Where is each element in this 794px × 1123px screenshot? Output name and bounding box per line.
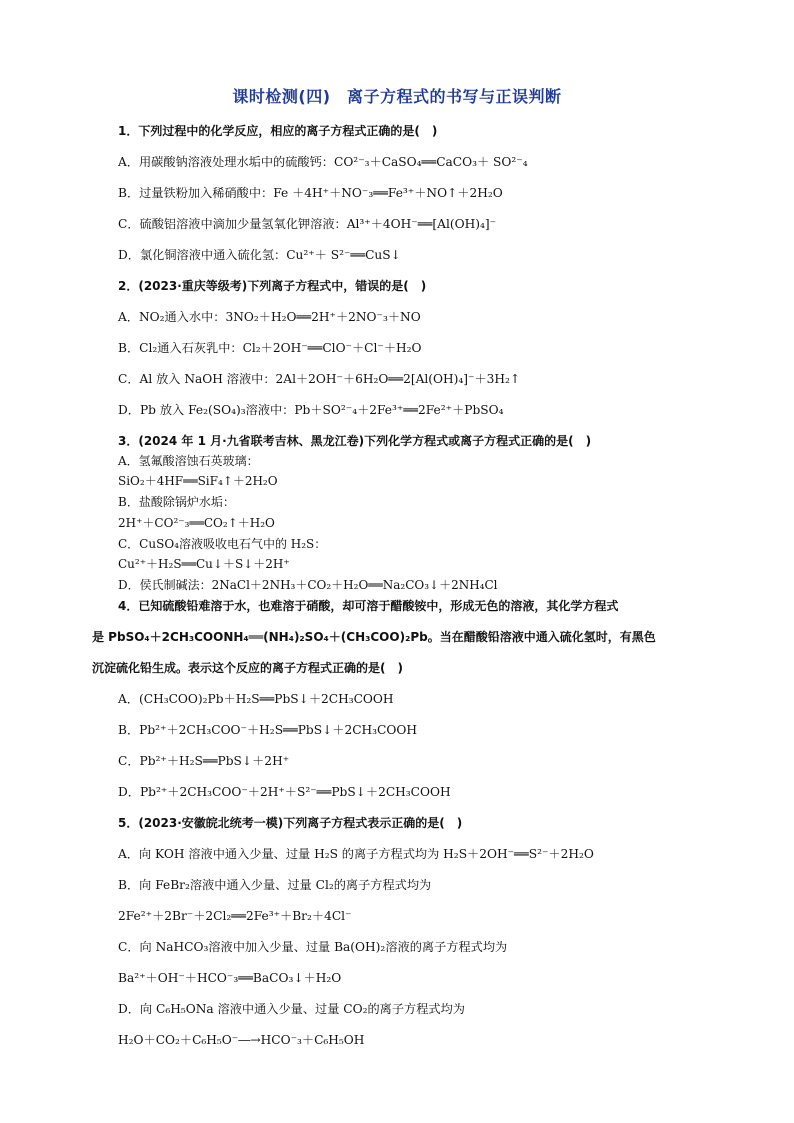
- question-1-option-d: D．氯化铜溶液中通入硫化氢：Cu²⁺＋ S²⁻══CuS↓: [118, 248, 401, 262]
- question-3-option-b-equation: 2H⁺＋CO²⁻₃══CO₂↑＋H₂O: [118, 516, 275, 530]
- question-1-option-c: C．硫酸铝溶液中滴加少量氢氧化钾溶液：Al³⁺＋4OH⁻══[Al(OH)₄]⁻: [118, 217, 497, 231]
- question-3-stem: 3．(2024 年 1 月·九省联考吉林、黑龙江卷)下列化学方程式或离子方程式正确的是( ): [118, 434, 592, 448]
- question-1-stem: 1．下列过程中的化学反应，相应的离子方程式正确的是( ): [118, 124, 438, 138]
- question-3-option-c: C．CuSO₄溶液吸收电石气中的 H₂S：: [118, 537, 327, 551]
- question-5-option-c-equation: Ba²⁺＋OH⁻＋HCO⁻₃══BaCO₃↓＋H₂O: [118, 971, 342, 985]
- question-5-option-d: D．向 C₆H₅ONa 溶液中通入少量、过量 CO₂的离子方程式均为: [118, 1002, 465, 1016]
- question-4-option-b: B．Pb²⁺＋2CH₃COO⁻＋H₂S══PbS↓＋2CH₃COOH: [118, 723, 417, 737]
- question-3-option-c-equation: Cu²⁺＋H₂S══Cu↓＋S↓＋2H⁺: [118, 557, 290, 571]
- question-5-stem: 5．(2023·安徽皖北统考一模)下列离子方程式表示正确的是( ): [118, 816, 463, 830]
- question-1-option-a: A．用碳酸钠溶液处理水垢中的硫酸钙：CO²⁻₃＋CaSO₄══CaCO₃＋ SO²⁻₄: [118, 155, 528, 169]
- question-5-option-d-equation: H₂O＋CO₂＋C₆H₅O⁻―→HCO⁻₃＋C₆H₅OH: [118, 1033, 365, 1047]
- question-2-option-c: C．Al 放入 NaOH 溶液中：2Al＋2OH⁻＋6H₂O══2[Al(OH)₄]⁻＋3H₂↑: [118, 372, 521, 386]
- question-5-option-b-equation: 2Fe²⁺＋2Br⁻＋2Cl₂══2Fe³⁺＋Br₂＋4Cl⁻: [118, 909, 352, 923]
- question-4-stem-line-3: 沉淀硫化铅生成。表示这个反应的离子方程式正确的是( ): [92, 661, 403, 675]
- question-3-option-d: D．侯氏制碱法：2NaCl＋2NH₃＋CO₂＋H₂O══Na₂CO₃↓＋2NH₄Cl: [118, 578, 498, 592]
- question-3-option-a: A．氢氟酸溶蚀石英玻璃：: [118, 454, 259, 468]
- page-title: 课时检测(四) 离子方程式的书写与正误判断: [232, 87, 562, 106]
- question-4-option-a: A．(CH₃COO)₂Pb＋H₂S══PbS↓＋2CH₃COOH: [118, 692, 394, 706]
- question-4-option-d: D．Pb²⁺＋2CH₃COO⁻＋2H⁺＋S²⁻══PbS↓＋2CH₃COOH: [118, 785, 451, 799]
- question-5-option-b: B．向 FeBr₂溶液中通入少量、过量 Cl₂的离子方程式均为: [118, 878, 432, 892]
- question-2-option-d: D．Pb 放入 Fe₂(SO₄)₃溶液中：Pb＋SO²⁻₄＋2Fe³⁺══2Fe²⁺＋PbSO₄: [118, 403, 504, 417]
- question-4-stem-line-2: 是 PbSO₄＋2CH₃COONH₄══(NH₄)₂SO₄＋(CH₃COO)₂Pb。当在醋酸铅溶液中通入硫化氢时，有黑色: [92, 630, 656, 644]
- question-4-option-c: C．Pb²⁺＋H₂S══PbS↓＋2H⁺: [118, 754, 290, 768]
- question-2-option-a: A．NO₂通入水中：3NO₂＋H₂O══2H⁺＋2NO⁻₃＋NO: [118, 310, 421, 324]
- question-2-stem: 2．(2023·重庆等级考)下列离子方程式中，错误的是( ): [118, 279, 427, 293]
- question-5-option-c: C．向 NaHCO₃溶液中加入少量、过量 Ba(OH)₂溶液的离子方程式均为: [118, 940, 508, 954]
- question-5-option-a: A．向 KOH 溶液中通入少量、过量 H₂S 的离子方程式均为 H₂S＋2OH⁻══S²⁻＋2H₂O: [118, 847, 594, 861]
- question-4-stem-line-1: 4．已知硫酸铅难溶于水，也难溶于硝酸，却可溶于醋酸铵中，形成无色的溶液，其化学方程式: [118, 599, 619, 613]
- question-1-option-b: B．过量铁粉加入稀硝酸中：Fe ＋4H⁺＋NO⁻₃══Fe³⁺＋NO↑＋2H₂O: [118, 186, 503, 200]
- question-3-option-b: B．盐酸除锅炉水垢：: [118, 495, 235, 509]
- question-2-option-b: B．Cl₂通入石灰乳中：Cl₂＋2OH⁻══ClO⁻＋Cl⁻＋H₂O: [118, 341, 422, 355]
- question-3-option-a-equation: SiO₂＋4HF══SiF₄↑＋2H₂O: [118, 474, 278, 488]
